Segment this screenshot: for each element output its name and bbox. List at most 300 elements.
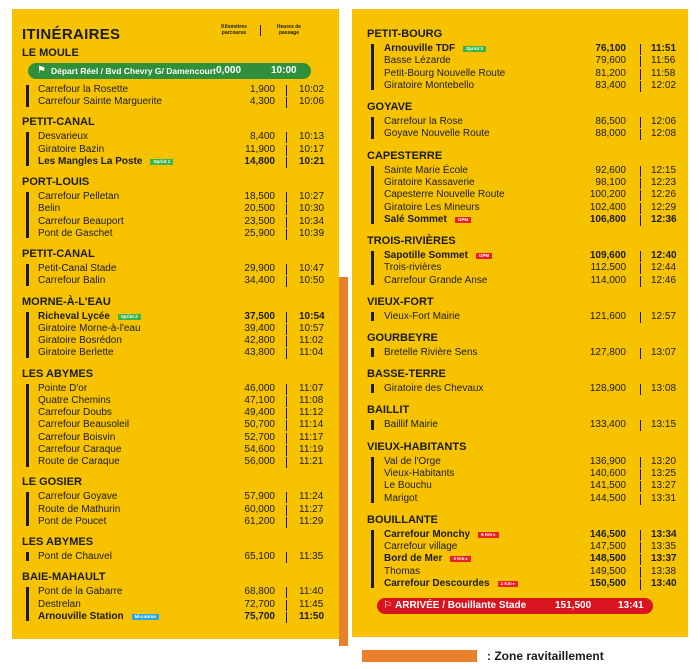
checkpoint-label: Giratoire Kassaverie: [384, 176, 475, 188]
checkpoint-label: Richeval Lycée: [38, 310, 110, 322]
column-separator: [640, 567, 641, 578]
section-title: CAPESTERRE: [367, 149, 443, 162]
checkpoint-name: [384, 578, 518, 590]
passage-time: 11:04: [299, 347, 324, 359]
distance-km: 57,900: [244, 491, 275, 503]
section-title: PORT-LOUIS: [22, 176, 90, 189]
passage-time: 12:26: [651, 189, 677, 201]
checkpoint-label: Les Mangles La Poste: [38, 156, 143, 167]
passage-time: 10:02: [299, 84, 325, 95]
distance-km: 29,900: [244, 263, 275, 275]
flag-icon: ⚑: [37, 65, 46, 76]
itinerary-row: [38, 156, 333, 168]
distance-km: 102,400: [589, 201, 626, 213]
checkpoint-label: Belin: [38, 203, 61, 215]
checkpoint-label: Desvarieux: [38, 131, 89, 143]
section-title: BASSE-TERRE: [367, 368, 446, 381]
passage-time: 11:14: [299, 419, 324, 431]
checkpoint-label: Carrefour Monchy: [384, 528, 471, 540]
section-bar: [371, 117, 374, 139]
passage-time: 11:45: [299, 598, 324, 610]
finish-km: 151,500: [555, 600, 592, 611]
section-bar: [371, 530, 374, 589]
itinerary-row: [38, 275, 333, 287]
checkpoint-label: Pont de Poucet: [38, 516, 107, 527]
start-km: 0,000: [216, 65, 242, 76]
itinerary-row: [384, 419, 684, 431]
distance-km: 11,900: [245, 143, 275, 155]
itinerary-row: [384, 55, 684, 67]
distance-km: 25,900: [244, 228, 275, 239]
checkpoint-label: Carrefour Pelletan: [38, 191, 120, 203]
checkpoint-name: [38, 323, 141, 335]
column-separator: [640, 420, 641, 431]
itinerary-row: [384, 177, 684, 189]
checkpoint-tag-sprint-1: Sprint 1: [150, 159, 173, 165]
column-separator: [640, 457, 641, 468]
checkpoint-label: Carrefour Sainte Marguerite: [38, 96, 162, 108]
distance-km: 8,400: [249, 131, 275, 143]
column-separator: [286, 612, 287, 623]
checkpoint-name: [384, 262, 441, 274]
passage-time: 12:36: [651, 213, 677, 225]
column-separator: [640, 44, 641, 55]
distance-km: 81,200: [595, 67, 626, 79]
section-title: BAIE-MAHAULT: [22, 571, 106, 584]
checkpoint-name: [38, 599, 81, 611]
distance-km: 49,400: [244, 407, 275, 419]
column-separator: [640, 579, 641, 590]
column-separator: [286, 264, 287, 275]
section-title: LE MOULE: [22, 47, 79, 59]
column-separator: [286, 552, 287, 563]
checkpoint-label: Giratoire Montebello: [384, 79, 475, 91]
itinerary-row: [38, 228, 333, 240]
checkpoint-label: Trois-rivières: [384, 262, 442, 274]
distance-km: 148,500: [589, 553, 626, 565]
checkpoint-label: Giratoire Les Mineurs: [384, 201, 480, 213]
column-separator: [640, 81, 641, 92]
checkpoint-tag-1-km: 1 Km ▸: [498, 581, 519, 587]
column-separator: [286, 445, 287, 456]
checkpoint-tag-sprint-2: Sprint 2: [118, 314, 141, 320]
column-separator: [640, 348, 641, 359]
column-separator: [286, 97, 287, 108]
checkpoint-name: [38, 228, 113, 240]
passage-time: 13:35: [651, 541, 677, 552]
passage-time: 12:44: [651, 262, 677, 274]
section-title: LES ABYMES: [22, 367, 94, 380]
column-separator: [640, 69, 641, 80]
distance-km: 56,000: [244, 456, 275, 468]
section-bar: [26, 264, 29, 286]
distance-km: 146,500: [589, 528, 626, 540]
column-separator: [286, 492, 287, 503]
itinerary-row: [384, 250, 684, 262]
section-title: LE GOSIER: [22, 476, 82, 489]
itinerary-row: [384, 202, 684, 214]
column-separator: [640, 469, 641, 480]
distance-km: 140,600: [589, 467, 626, 479]
column-separator: [640, 215, 641, 226]
column-separator: [286, 324, 287, 335]
itinerary-row: [38, 216, 333, 228]
distance-km: 47,100: [244, 394, 275, 406]
checkpoint-tag-gpm: GPM: [455, 217, 471, 223]
passage-time: 11:51: [651, 43, 677, 54]
column-separator: [286, 348, 287, 359]
column-separator: [640, 203, 641, 214]
column-separator: [640, 276, 641, 287]
itinerary-row: [38, 551, 333, 563]
checkpoint-name: [38, 203, 60, 215]
distance-km: 128,900: [589, 383, 626, 395]
distance-km: 43,800: [244, 347, 275, 359]
checkpoint-label: Bord de Mer: [384, 553, 443, 565]
checkpoint-name: [384, 347, 477, 359]
passage-time: 11:27: [299, 503, 324, 515]
checkpoint-name: [38, 432, 115, 444]
checkpoint-label: Pont de la Gabarre: [38, 586, 123, 598]
section-title: PETIT-CANAL: [22, 116, 95, 129]
checkpoint-name: [384, 189, 505, 201]
checkpoint-name: [38, 504, 120, 516]
passage-time: 10:54: [299, 310, 325, 322]
passage-time: 13:20: [651, 455, 677, 467]
passage-time: 12:29: [651, 201, 677, 213]
checkpoint-name: [38, 156, 173, 168]
itinerary-row: [38, 131, 333, 143]
section-title: GOURBEYRE: [367, 332, 438, 344]
column-separator: [640, 494, 641, 505]
checkpoint-label: Le Bouchu: [384, 480, 432, 492]
column-separator: [286, 457, 287, 468]
column-separator: [286, 312, 287, 323]
section-title: GOYAVE: [367, 101, 413, 114]
section-bar: [26, 192, 29, 238]
checkpoint-name: [384, 275, 487, 287]
passage-time: 13:31: [651, 492, 677, 504]
distance-km: 68,800: [244, 586, 275, 598]
column-separator: [286, 384, 287, 395]
checkpoint-name: [384, 311, 460, 323]
checkpoint-label: Val de l'Orge: [384, 455, 441, 467]
itinerary-row: [38, 311, 333, 323]
column-separator: [286, 85, 287, 96]
section-title: VIEUX-HABITANTS: [367, 440, 467, 453]
section-bar: [26, 587, 29, 621]
section-title: TROIS-RIVIÈRES: [367, 235, 456, 247]
distance-km: 109,600: [589, 250, 626, 261]
section-bar: [26, 384, 29, 467]
column-separator: [286, 587, 287, 598]
passage-time: 11:02: [299, 335, 324, 347]
itinerary-row: [38, 444, 333, 456]
distance-km: 46,000: [244, 382, 275, 394]
start-label: Départ Réel / Bvd Chevry G/ Damencourt: [51, 66, 216, 76]
distance-km: 1,900: [249, 84, 275, 95]
section-bar: [26, 132, 29, 166]
checkpoint-label: Carrefour Balin: [38, 275, 106, 287]
distance-km: 121,600: [589, 310, 626, 322]
checkpoint-label: Carrefour Descourdes: [384, 577, 490, 589]
itinerary-row: [38, 203, 333, 215]
itinerary-row: [38, 419, 333, 431]
checkpoint-name: [38, 516, 106, 528]
distance-km: 83,400: [595, 79, 626, 91]
column-separator: [640, 263, 641, 274]
passage-time: 10:17: [299, 143, 325, 155]
checkpoint-label: Destrelan: [38, 598, 81, 610]
passage-time: 13:07: [651, 347, 677, 358]
checkpoint-label: Carrefour Goyave: [38, 491, 118, 503]
checkpoint-label: Baillif Mairie: [384, 419, 438, 431]
column-separator: [286, 276, 287, 287]
itinerary-row: [38, 491, 333, 503]
distance-km: 37,500: [244, 310, 275, 322]
passage-time: 11:40: [299, 586, 324, 598]
passage-time: 13:08: [651, 383, 677, 395]
distance-km: 14,800: [244, 156, 275, 167]
column-separator: [286, 336, 287, 347]
checkpoint-label: Pointe D'or: [38, 382, 88, 394]
itinerary-row: [384, 541, 684, 553]
column-separator: [286, 132, 287, 143]
column-separator: [286, 217, 287, 228]
checkpoint-name: [38, 191, 119, 203]
checkpoint-name: [38, 611, 159, 623]
checkpoint-name: [384, 202, 480, 214]
itinerary-row: [384, 529, 684, 541]
itinerary-row: [384, 262, 684, 274]
checkpoint-name: [384, 383, 484, 395]
column-separator: [286, 204, 287, 215]
itinerary-row: [38, 84, 333, 96]
checkpoint-label: Carrefour Caraque: [38, 444, 122, 455]
section-bar: [371, 166, 374, 225]
checkpoint-name: [384, 43, 486, 55]
distance-km: 18,500: [244, 191, 275, 203]
checkpoint-name: [38, 347, 114, 359]
itinerary-row: [38, 611, 333, 623]
passage-time: 13:40: [651, 577, 677, 589]
column-separator: [286, 408, 287, 419]
checkpoint-name: [38, 84, 128, 96]
itinerary-row: [384, 68, 684, 80]
checkpoint-name: [384, 566, 420, 578]
header-separator: [260, 25, 261, 36]
checkpoint-name: [38, 395, 111, 407]
checkpoint-label: Carrefour Boisvin: [38, 431, 116, 443]
distance-km: 20,500: [244, 203, 275, 215]
checkpoint-label: Bretelle Rivière Sens: [384, 347, 478, 358]
checkpoint-name: [384, 250, 492, 262]
itinerary-row: [38, 96, 333, 108]
itinerary-row: [38, 516, 333, 528]
checkpoint-name: [38, 275, 105, 287]
checkpoint-tag-3-km: 3 Km ▸: [450, 556, 471, 562]
checkpoint-label: Basse Lézarde: [384, 55, 451, 67]
section-bar: [26, 492, 29, 526]
distance-km: 98,100: [595, 176, 626, 188]
itinerary-row: [38, 347, 333, 359]
checkpoint-name: [384, 541, 457, 553]
distance-km: 136,900: [589, 455, 626, 467]
right-itinerary-panel: [352, 9, 688, 637]
section-bar: [371, 420, 374, 429]
passage-time: 10:50: [299, 275, 325, 287]
itinerary-row: [384, 214, 684, 226]
passage-time: 11:12: [299, 407, 324, 419]
itinerary-row: [384, 468, 684, 480]
distance-km: 149,500: [589, 565, 626, 577]
itinerary-row: [38, 383, 333, 395]
column-separator: [640, 542, 641, 553]
checkpoint-name: [38, 586, 123, 598]
distance-km: 147,500: [589, 541, 626, 552]
itinerary-row: [38, 144, 333, 156]
checkpoint-label: Marigot: [384, 492, 418, 504]
distance-km: 86,500: [595, 116, 626, 128]
column-separator: [640, 530, 641, 541]
itinerary-row: [384, 128, 684, 140]
section-bar: [371, 457, 374, 503]
checkpoint-label: Carrefour Beausoleil: [38, 419, 130, 431]
passage-time: 11:07: [299, 382, 324, 394]
checkpoint-name: [38, 263, 116, 275]
section-title: PETIT-CANAL: [22, 248, 95, 261]
distance-km: 52,700: [244, 431, 275, 443]
passage-time: 13:27: [651, 480, 677, 492]
checkpoint-name: [384, 80, 474, 92]
passage-time: 10:30: [299, 203, 325, 215]
checkpoint-label: Giratoire Berlette: [38, 347, 114, 359]
itinerary-row: [384, 43, 684, 55]
distance-km: 39,400: [244, 322, 275, 334]
itinerary-row: [38, 191, 333, 203]
column-separator: [640, 178, 641, 189]
distance-km: 23,500: [244, 215, 275, 227]
itinerary-row: [38, 323, 333, 335]
checkpoint-label: Carrefour la Rose: [384, 116, 463, 128]
passage-time: 13:37: [651, 553, 677, 565]
checkpoint-name: [38, 216, 124, 228]
checkpoint-label: Pont de Gaschet: [38, 228, 113, 239]
checkpoint-label: Route de Mathurin: [38, 503, 121, 515]
passage-time: 11:29: [299, 516, 324, 527]
itinerary-row: [384, 456, 684, 468]
distance-km: 60,000: [244, 503, 275, 515]
checkpoint-label: Sapotille Sommet: [384, 250, 468, 261]
column-separator: [640, 251, 641, 262]
checkpoint-name: [38, 444, 121, 456]
itinerary-row: [384, 165, 684, 177]
distance-km: 88,000: [595, 128, 626, 140]
refuel-zone-stripe: [339, 277, 348, 646]
passage-time: 13:15: [651, 419, 677, 431]
checkpoint-tag-gpm: GPM: [476, 253, 492, 259]
checkpoint-label: Giratoire Morne-à-l'eau: [38, 322, 141, 334]
checkpoint-name: [384, 493, 417, 505]
passage-time: 10:39: [299, 228, 325, 239]
itinerary-row: [38, 335, 333, 347]
section-bar: [371, 348, 374, 357]
itinerary-row: [384, 80, 684, 92]
column-separator: [286, 420, 287, 431]
column-separator: [286, 600, 287, 611]
distance-km: 4,300: [249, 96, 275, 108]
itinerary-row: [384, 566, 684, 578]
passage-time: 12:15: [651, 164, 677, 176]
checkpoint-name: [384, 128, 490, 140]
itinerary-row: [38, 263, 333, 275]
checkpoint-tag-mi-course: Mi-course: [132, 614, 159, 620]
itinerary-row: [384, 116, 684, 128]
checkpoint-name: [384, 68, 505, 80]
checkpoint-label: Capesterre Nouvelle Route: [384, 189, 505, 201]
itinerary-row: [384, 189, 684, 201]
passage-time: 11:08: [299, 394, 324, 406]
itinerary-row: [384, 493, 684, 505]
column-separator: [286, 157, 287, 168]
refuel-zone-swatch: [362, 650, 477, 662]
start-pill: [28, 63, 311, 79]
distance-km: 92,600: [595, 164, 626, 176]
itinerary-row: [38, 599, 333, 611]
passage-time: 13:25: [651, 467, 677, 479]
checkpoint-name: [38, 335, 122, 347]
checkpoint-name: [38, 144, 104, 156]
itinerary-row: [38, 456, 333, 468]
checkpoint-name: [38, 491, 117, 503]
passage-time: 10:34: [299, 215, 325, 227]
checkpoint-label: Salé Sommet: [384, 213, 447, 225]
passage-time: 11:35: [299, 551, 324, 563]
distance-km: 50,700: [244, 419, 275, 431]
checkpoint-label: Quatre Chemins: [38, 394, 111, 406]
section-bar: [26, 85, 29, 107]
passage-time: 10:57: [299, 322, 325, 334]
checkpoint-name: [384, 55, 451, 67]
itinerary-row: [384, 383, 684, 395]
checkpoint-label: Thomas: [384, 565, 421, 577]
checkpoint-name: [384, 553, 471, 565]
itinerary-row: [38, 586, 333, 598]
checkpoint-label: Giratoire Bazin: [38, 143, 105, 155]
column-separator: [640, 117, 641, 128]
checkpoint-name: [38, 419, 129, 431]
finish-label: ARRIVÉE / Bouillante Stade: [395, 600, 527, 611]
checkpoint-name: [384, 529, 499, 541]
finish-time: 13:41: [618, 600, 644, 611]
distance-km: 144,500: [589, 492, 626, 504]
passage-time: 13:34: [651, 528, 677, 540]
section-bar: [371, 312, 374, 321]
checkpoint-label: Petit-Canal Stade: [38, 263, 117, 275]
section-bar: [26, 312, 29, 358]
checkpoint-label: Carrefour village: [384, 541, 458, 552]
checkpoint-label: Giratoire Bosrédon: [38, 335, 122, 347]
column-separator: [286, 229, 287, 240]
distance-km: 133,400: [589, 419, 626, 431]
checkpoint-name: [384, 456, 441, 468]
checkpoint-name: [384, 468, 454, 480]
distance-km: 79,600: [595, 55, 626, 67]
itinerary-row: [38, 432, 333, 444]
itinerary-row: [384, 347, 684, 359]
checkpoint-name: [38, 456, 120, 468]
checkpoint-tag-sprint-3: Sprint 3: [463, 46, 486, 52]
